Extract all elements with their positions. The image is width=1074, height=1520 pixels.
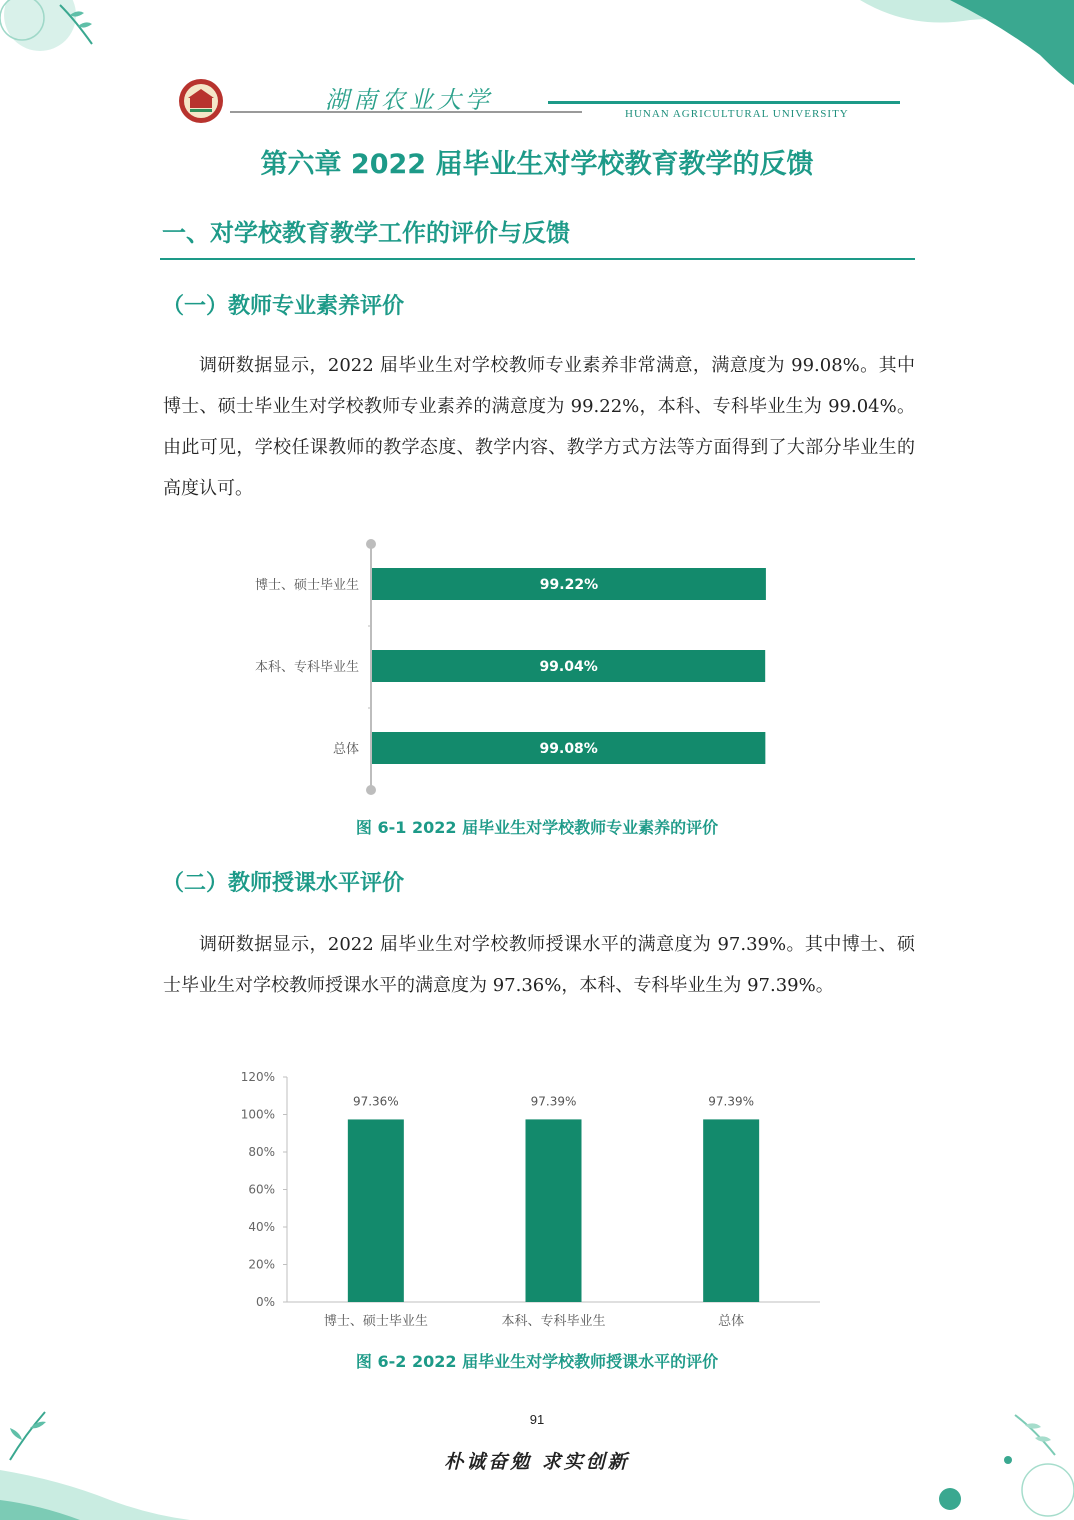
subsection-title-2: （二）教师授课水平评价: [162, 871, 405, 896]
chart2-bar: [703, 1119, 759, 1302]
chart2-y-tick-label: 20%: [248, 1257, 275, 1272]
chart2-category-label: 博士、硕士毕业生: [323, 1314, 428, 1329]
paragraph-1: [163, 345, 915, 509]
chart2-y-tick-label: 80%: [248, 1145, 275, 1159]
header-rule-green: [548, 101, 900, 104]
chart1-value-label: 99.22%: [539, 577, 599, 593]
chart-teaching-level: [230, 1065, 840, 1340]
chart2-y-tick-label: 100%: [240, 1107, 275, 1122]
chart1-category-label: 本科、专科毕业生: [254, 660, 359, 675]
chart2-bar: [348, 1119, 404, 1302]
page-number: 91: [529, 1412, 545, 1427]
chart2-category-label: 本科、专科毕业生: [501, 1314, 606, 1329]
chart2-value-label: 97.36%: [352, 1094, 399, 1109]
chart2-category-label: 总体: [718, 1314, 745, 1329]
subsection-title-1: （一）教师专业素养评价: [162, 294, 405, 319]
figure-caption-2: 图 6-2 2022 届毕业生对学校教师授课水平的评价: [355, 1352, 719, 1371]
chapter-title: 第六章 2022 届毕业生对学校教育教学的反馈: [260, 149, 814, 180]
chart1-category-label: 总体: [332, 742, 359, 757]
paragraph-2: [163, 924, 915, 1006]
chart2-value-label: 97.39%: [708, 1094, 755, 1109]
chart2-value-label: 97.39%: [530, 1094, 577, 1109]
section-divider: [160, 258, 915, 260]
figure-caption-1: 图 6-1 2022 届毕业生对学校教师专业素养的评价: [355, 818, 719, 837]
chart2-y-tick-label: 40%: [248, 1220, 275, 1234]
chart1-axis-cap-top: [366, 539, 376, 549]
university-name-en: HUNAN AGRICULTURAL UNIVERSITY: [625, 108, 849, 120]
section-title: 一、对学校教育教学工作的评价与反馈: [162, 219, 570, 247]
chart1-value-label: 99.08%: [539, 741, 598, 757]
university-name-cn: 湖南农业大学: [325, 86, 493, 114]
top-right-decoration: [850, 0, 1074, 90]
chart2-y-tick-label: 60%: [248, 1182, 275, 1197]
chart-teacher-professional-quality: [200, 530, 820, 800]
chart1-value-label: 99.04%: [539, 659, 598, 675]
chart2-y-tick-label: 120%: [240, 1070, 275, 1084]
footer-motto: 朴诚奋勉 求实创新: [444, 1451, 630, 1473]
paragraph-1-text: 调研数据显示，2022 届毕业生对学校教师专业素养非常满意，满意度为 99.08%。其中博士、硕士毕业生对学校教师专业素养的满意度为 99.22%，本科、专科毕业生为 99.04%。由此可见，学校任课教师的教学态度、教学内容、教学方式方法等方面得到了大部分毕业生的高度认可。: [163, 355, 915, 499]
paragraph-2-text: 调研数据显示，2022 届毕业生对学校教师授课水平的满意度为 97.39%。其中博士、硕士毕业生对学校教师授课水平的满意度为 97.36%，本科、专科毕业生为 97.39%。: [163, 934, 915, 996]
chart1-category-label: 博士、硕士毕业生: [254, 578, 359, 593]
university-seal-logo: [178, 78, 224, 124]
chart2-bar: [526, 1119, 582, 1302]
chart2-y-tick-label: 0%: [255, 1295, 275, 1309]
top-left-decoration: [0, 0, 110, 60]
chart1-axis-cap-bottom: [366, 785, 376, 795]
